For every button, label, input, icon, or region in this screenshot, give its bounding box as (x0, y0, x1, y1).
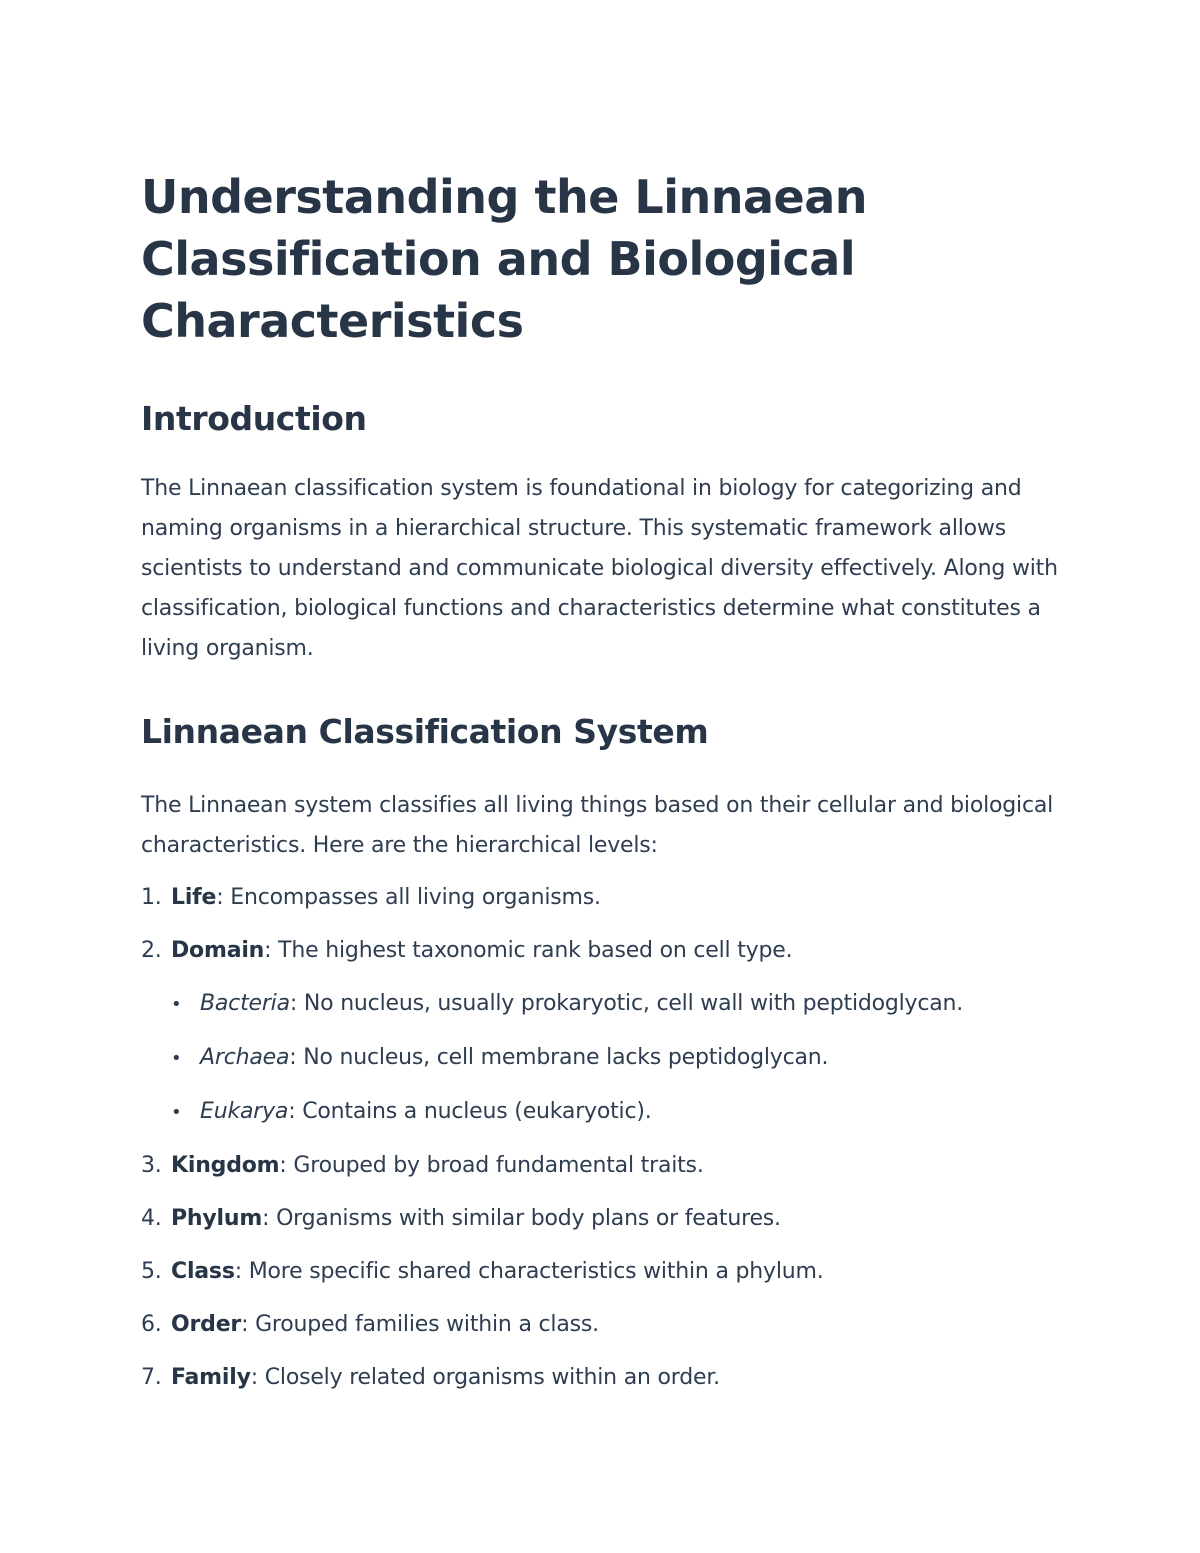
introduction-paragraph: The Linnaean classification system is foundational in biology for categorizing and naming organisms in a hierarchical structure. This systematic framework allows scientists to understand and communicate biological diversity effectively. Along with classification, biological functions and characteristics determine what constitutes a living organism. (141, 476, 1058, 661)
level-description: : More specific shared characteristics within a phylum. (234, 1259, 824, 1284)
domain-description: : No nucleus, cell membrane lacks peptidoglycan. (289, 1045, 829, 1070)
level-term: Family (171, 1365, 251, 1390)
list-item-kingdom (141, 1146, 1061, 1186)
list-item-life (141, 878, 1061, 918)
level-description: : The highest taxonomic rank based on cell type. (264, 938, 793, 963)
list-item-family (141, 1358, 1061, 1398)
level-term: Domain (171, 938, 265, 963)
level-term: Class (171, 1259, 235, 1284)
domain-description: : Contains a nucleus (eukaryotic). (288, 1099, 652, 1124)
sublist-item-bacteria (171, 984, 1061, 1025)
level-description: : Grouped families within a class. (241, 1312, 599, 1337)
list-number: 3. (141, 1153, 162, 1178)
sublist-item-archaea (171, 1038, 1061, 1079)
level-term: Phylum (171, 1206, 263, 1231)
list-number: 5. (141, 1259, 162, 1284)
level-term: Life (171, 885, 217, 910)
list-number: 4. (141, 1206, 162, 1231)
page-title: Understanding the Linnaean Classification and Biological Characteristics (141, 170, 868, 348)
domain-term: Bacteria (200, 991, 290, 1016)
domain-term: Eukarya (200, 1099, 289, 1124)
list-number: 7. (141, 1365, 162, 1390)
domain-sublist (141, 984, 1061, 1133)
hierarchy-list (141, 878, 1061, 1398)
level-description: : Closely related organisms within an order. (250, 1365, 720, 1390)
level-description: : Grouped by broad fundamental traits. (279, 1153, 704, 1178)
list-item-domain (141, 931, 1061, 1133)
classification-paragraph: The Linnaean system classifies all living things based on their cellular and biological characteristics. Here are the hierarchical levels: (141, 793, 1054, 858)
list-item-phylum (141, 1199, 1061, 1239)
classification-heading: Linnaean Classification System (141, 712, 709, 751)
list-number: 1. (141, 885, 162, 910)
list-item-class (141, 1252, 1061, 1292)
level-term: Order (171, 1312, 242, 1337)
bullet-icon: • (171, 994, 182, 1015)
document-page (141, 166, 1061, 1398)
level-description: : Encompasses all living organisms. (216, 885, 601, 910)
bullet-icon: • (171, 1102, 182, 1123)
domain-description: : No nucleus, usually prokaryotic, cell wall with peptidoglycan. (289, 991, 964, 1016)
domain-term: Archaea (200, 1045, 290, 1070)
list-number: 6. (141, 1312, 162, 1337)
bullet-icon: • (171, 1048, 182, 1069)
introduction-heading: Introduction (141, 399, 367, 438)
list-item-order (141, 1305, 1061, 1345)
list-number: 2. (141, 938, 162, 963)
sublist-item-eukarya (171, 1092, 1061, 1133)
level-description: : Organisms with similar body plans or features. (262, 1206, 781, 1231)
level-term: Kingdom (171, 1153, 280, 1178)
